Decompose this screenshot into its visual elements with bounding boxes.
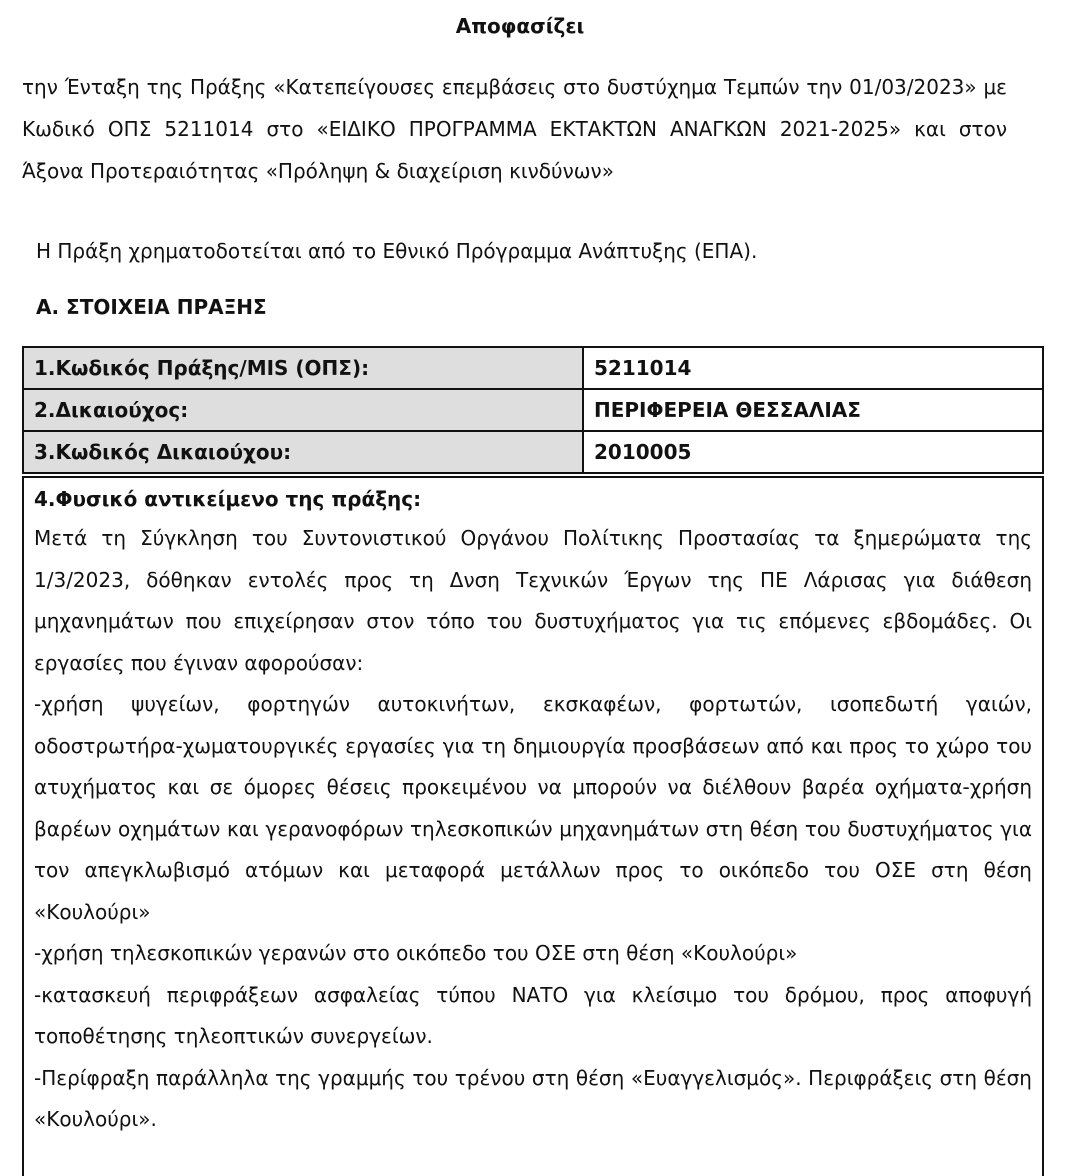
table-row: [23, 431, 1043, 473]
table-label-cell: 2.Δικαιούχος:: [23, 389, 583, 431]
body-line: τοποθέτησης τηλεοπτικών συνεργείων.: [34, 1024, 433, 1048]
table-value-cell: ΠΕΡΙΦΕΡΕΙΑ ΘΕΣΣΑΛΙΑΣ: [583, 389, 1043, 431]
table-value-cell: 2010005: [583, 431, 1043, 473]
table-value-cell: 5211014: [583, 347, 1043, 389]
body-line: τον απεγκλωβισμό ατόμων και μεταφορά μετάλλων προς το οικόπεδο του ΟΣΕ στη θέση: [34, 858, 1032, 882]
body-line: εργασίες που έγιναν αφορούσαν:: [34, 650, 364, 675]
table-row: [23, 347, 1043, 389]
body-line: -Περίφραξη παράλληλα της γραμμής του τρένου στη θέση «Ευαγγελισμός». Περιφράξεις στη θέση: [34, 1065, 1032, 1090]
physical-object-section: [22, 476, 1044, 1176]
project-info-table: [22, 346, 1044, 474]
body-line: «Κουλούρι»: [34, 899, 151, 924]
body-line: -κατασκευή περιφράξεων ασφαλείας τύπου ΝΑΤΟ για κλείσιμο του δρόμου, προς αποφυγή: [34, 982, 1032, 1007]
decision-intro-paragraph: [22, 66, 1007, 192]
body-line: -χρήση ψυγείων, φορτηγών αυτοκινήτων, εκσκαφέων, φορτωτών, ισοπεδωτή γαιών,: [34, 692, 1032, 716]
section-title: Α. ΣΤΟΙΧΕΙΑ ΠΡΑΞΗΣ: [36, 295, 267, 319]
intro-line: Κωδικό ΟΠΣ 5211014 στο «ΕΙΔΙΚΟ ΠΡΟΓΡΑΜΜΑ ΕΚΤΑΚΤΩΝ ΑΝΑΓΚΩΝ 2021-2025» και στον: [22, 117, 1007, 141]
intro-line: την Ένταξη της Πράξης «Κατεπείγουσες επεμβάσεις στο δυστύχημα Τεμπών την 01/03/2023» με: [22, 75, 1007, 99]
decision-heading: Αποφασίζει: [455, 14, 585, 38]
body-line: βαρέων οχημάτων και γερανοφόρων τηλεσκοπικών μηχανημάτων στη θέση του δυστυχήματος για: [34, 816, 1032, 841]
body-line: 1/3/2023, δόθηκαν εντολές προς τη Δνση Τεχνικών Έργων της ΠΕ Λάρισας για διάθεση: [34, 567, 1032, 592]
table-row: [23, 389, 1043, 431]
body-line: Μετά τη Σύγκληση του Συντονιστικού Οργάνου Πολίτικης Προστασίας τα ξημερώματα της: [34, 526, 1032, 550]
intro-line: Άξονα Προτεραιότητας «Πρόληψη & διαχείριση κινδύνων»: [22, 159, 614, 183]
body-line: οδοστρωτήρα-χωματουργικές εργασίες για τη δημιουργία προσβάσεων από και προς το χώρο του: [34, 733, 1032, 758]
body-line: μηχανημάτων που επιχείρησαν στον τόπο του δυστυχήματος για τις επόμενες εβδομάδες. Οι: [34, 609, 1032, 633]
body-line: ατυχήματος και σε όμορες θέσεις προκειμένου να μπορούν να διέλθουν βαρέα οχήματα-χρήση: [34, 775, 1032, 799]
table-label-cell: 3.Κωδικός Δικαιούχου:: [23, 431, 583, 473]
body-line: -χρήση τηλεσκοπικών γερανών στο οικόπεδο του ΟΣΕ στη θέση «Κουλούρι»: [34, 941, 798, 965]
physical-object-title: 4.Φυσικό αντικείμενο της πράξης:: [34, 487, 422, 511]
funding-statement: Η Πράξη χρηματοδοτείται από το Εθνικό Πρόγραμμα Ανάπτυξης (ΕΠΑ).: [36, 239, 758, 263]
table-label-cell: 1.Κωδικός Πράξης/MIS (ΟΠΣ):: [23, 347, 583, 389]
physical-object-body: [34, 518, 1032, 1141]
body-line: «Κουλούρι».: [34, 1107, 157, 1131]
